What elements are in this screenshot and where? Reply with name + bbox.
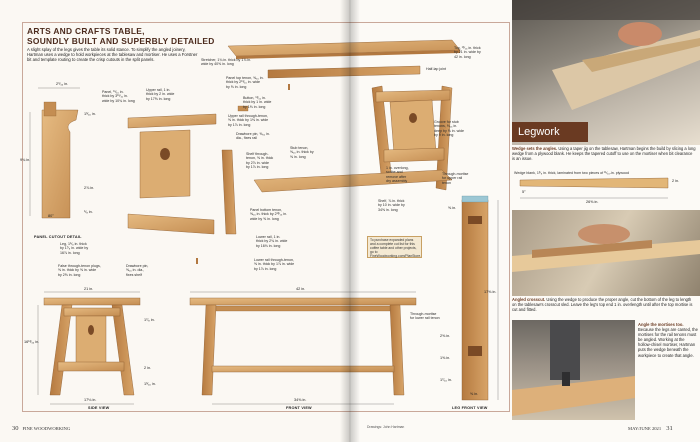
- label-shelf: Shelf, ⅞ in. thick by 10 in. wide by 34⅝ in. long: [378, 199, 405, 212]
- right-upper-rail: [376, 90, 450, 102]
- wedge-diagram-angle: 5°: [522, 190, 526, 194]
- label-groove: Groove for stub tenons, ⅝₁₆ in. deep by ⅝ in. wide by 9 in. long: [434, 120, 464, 137]
- dim-panel-height: 9¾ in.: [20, 158, 31, 162]
- label-lower-rail: Lower rail, 1 in. thick by 2¾ in. wide by 16⅛ in. long: [256, 235, 288, 248]
- stretcher: [268, 66, 420, 78]
- label-leg: Leg, 1⁵⁄₈ in. thick by 1⁷⁄₈ in. wide by 16⅞ in. long: [60, 242, 89, 255]
- label-shelf-tenon: Shelf through- tenon, ⅝ in. thick by 2⅞ in. wide by 1⅞ in. long: [246, 152, 274, 169]
- folio-left: [12, 425, 70, 432]
- label-panel-top-tenon: Panel top tenon, ⅝₁₆ in. thick by 2¹³⁄₁₆ in. wide by ⅝ in. long: [226, 76, 264, 89]
- label-lower-rail-tenon: Lower rail through-tenon, ⅝ in. thick by 1⅞ in. wide by 1⅞ in. long: [254, 258, 295, 271]
- caption-wedge-lead: Wedge sets the angles.: [512, 146, 558, 151]
- dim-leg-height: 17⅜ in.: [484, 290, 497, 294]
- caption-crosscut: [512, 297, 696, 312]
- left-upper-rail: [128, 114, 216, 128]
- dim-side-b: 2 in.: [144, 366, 152, 370]
- wedge-diagram-height: 2 in.: [672, 179, 680, 183]
- label-upper-rail-tenon: Upper rail through-tenon, ⅝ in. thick by 1⅜ in. wide by 1⅞ in. long: [228, 114, 269, 127]
- side-view-upper-rail: [64, 308, 120, 316]
- left-lower-rail: [128, 214, 214, 234]
- left-leg: [222, 150, 236, 234]
- label-button: Button, ¹³⁄₁₆ in. thick by 1 in. wide by 1⅜ in. long: [243, 96, 272, 109]
- side-view-panel: [76, 316, 106, 364]
- label-wedge-note: 1 in. overlong, scribe and remove after dry assembly: [386, 166, 409, 183]
- magazine-name: FINE WOODWORKING: [22, 426, 71, 431]
- label-panel-bottom-tenon: Panel bottom tenon, ⅝₁₆ in. thick by 2¹³⁄₁₆ in. wide by ⅝ in. long: [250, 208, 288, 221]
- section-heading-legwork: Legwork: [512, 122, 588, 142]
- label-through-mortise-lower: Through-mortise for lower rail tenon: [410, 312, 440, 321]
- label-stub-tenon: Stub tenon, ⅝₁₆ in. thick by ⅝ in. long: [290, 146, 314, 159]
- label-upper-rail: Upper rail, 1 in. thick by 2 in. wide by 17⅝ in. long: [146, 88, 175, 101]
- dim-panel-width: 2⁹⁄₁₆ in.: [56, 82, 69, 86]
- side-view-leg-left: [50, 305, 72, 395]
- dim-side-height: 16¹³⁄₁₆ in.: [24, 340, 40, 344]
- label-pegs: False through-tenon plugs, ⅝ in. thick by ⅝ in. wide by 2⅝ in. long: [58, 264, 101, 277]
- leg-front-top-tenon: [462, 196, 488, 202]
- right-lower-rail: [384, 148, 444, 162]
- label-drawbore-shelf: Drawbore pin, ⅝₁₆ in. dia., fixes shelf: [126, 264, 149, 277]
- photo-crosscut-sled: [512, 210, 700, 296]
- dim-leg-b: 2⅝ in.: [440, 334, 451, 338]
- intro-paragraph: A slight splay of the legs gives the table its solid stance. To simplify the angled joinery, Hartman uses a wedge to hold workpieces at the tablesaw and mortiser. He uses a Forstner bit and template routing to create the crisp cutouts in the split panels.: [27, 47, 198, 63]
- panel-cutout-leg: [44, 102, 56, 116]
- left-panel: [140, 130, 190, 198]
- side-view-heading: SIDE VIEW: [88, 406, 110, 410]
- dim-panel-bottom: ⁵⁄₈ in.: [84, 210, 93, 214]
- side-view-lower-rail: [58, 362, 124, 371]
- shelf: [254, 170, 452, 192]
- drawbore-pin: [288, 84, 290, 90]
- leg-front-view: [462, 200, 488, 400]
- dim-leg-d: 1⁷⁄₁₆ in.: [440, 378, 452, 382]
- wedge-diagram-length: 26⅝ in.: [586, 200, 599, 204]
- label-top: Top, ¹³⁄₁₆ in. thick by 21 in. wide by 42 in. long: [454, 46, 481, 59]
- drawbore-pin-2: [196, 258, 198, 264]
- front-view-stretcher: [216, 306, 390, 311]
- dim-side-a: 1⁷⁄₈ in.: [144, 318, 155, 322]
- dim-panel-mid: 2⅞ in.: [84, 186, 95, 190]
- label-drawbore-rail: Drawbore pin, ⅝₁₆ in. dia., fixes rail: [236, 132, 270, 141]
- caption-wedge: [512, 146, 696, 161]
- issue-date: MAY/JUNE 2021: [628, 426, 662, 431]
- leg-upper-mortise: [468, 216, 482, 224]
- caption-mortiser: [638, 322, 698, 358]
- caption-crosscut-body: Using the wedge to produce the proper angle, cut the bottom of the leg to length on the tablesaw's crosscut sled. Leave the leg's top end 1 in. overlength until after the top mortise is cut and fitted.: [512, 297, 693, 313]
- title-line-1: ARTS AND CRAFTS TABLE,: [27, 26, 145, 36]
- front-view-top: [190, 298, 416, 305]
- right-panel: [390, 100, 436, 154]
- side-view-top: [44, 298, 140, 305]
- dim-side-bottom: 17⅛ in.: [84, 398, 97, 402]
- dim-front-bottom: 34⅝ in.: [294, 398, 307, 402]
- caption-mortiser-lead: Angle the mortises too.: [638, 322, 684, 327]
- dim-side-c: 1³⁄₁₆ in.: [144, 382, 156, 386]
- left-panel-cutout: [160, 148, 170, 160]
- dim-leg-c: 1⅝ in.: [440, 356, 451, 360]
- drawing-credit: Drawings: John Hartman: [367, 425, 405, 429]
- panel-cutout-shape: [42, 110, 78, 218]
- wedge-diagram-shape: [520, 178, 668, 188]
- dim-leg-a: ⅝ in.: [448, 206, 457, 210]
- dim-leg-e: ⅝ in.: [470, 392, 479, 396]
- folio-right: [628, 425, 673, 432]
- dim-panel-angle: 80°: [48, 214, 54, 218]
- label-stretcher: Stretcher, 1¾ in. thick by 1⅞ in. wide by 40⅝ in. long: [201, 58, 252, 67]
- caption-mortiser-body: Because the legs are canted, the mortises for the rail tenons must be angled. Working at the hollow-chisel mortiser, Hartman puts the wedge beneath the workpiece to create that angle.: [638, 327, 698, 358]
- label-through-mortise-upper: Through-mortise for upper rail tenon: [442, 172, 469, 185]
- dim-panel-top: 1³⁄₁₆ in.: [84, 112, 96, 116]
- dim-front-width: 42 in.: [296, 287, 306, 291]
- side-view-leg-right: [112, 305, 134, 395]
- front-view-leg-right: [390, 305, 404, 395]
- dim-side-width: 21 in.: [84, 287, 94, 291]
- front-view-heading: FRONT VIEW: [286, 406, 312, 410]
- photo-mortiser: [512, 320, 635, 420]
- right-panel-cutout: [409, 113, 417, 123]
- label-panel: Panel, ¹¹⁄₁₆ in. thick by 3¹⁵⁄₁₆ in. wide by 10¾ in. long: [102, 90, 135, 103]
- label-half-lap: Half-lap joint: [426, 67, 446, 71]
- page-number-right: 31: [666, 425, 673, 432]
- title-line-2: SOUNDLY BUILT AND SUPERBLY DETAILED: [27, 35, 215, 46]
- front-view-shelf: [212, 366, 394, 372]
- page-number-left: 30: [12, 425, 19, 432]
- front-view-leg-left: [202, 305, 216, 395]
- caption-crosscut-lead: Angled crosscut.: [512, 297, 546, 302]
- leg-front-view-heading: LEG FRONT VIEW: [452, 406, 488, 410]
- wedge-diagram-label: Wedge blank, 1³⁄₈ in. thick, laminated from two pieces of ¹¹⁄₁₆-in. plywood: [514, 171, 629, 175]
- plans-callout: To purchase expanded plans and a complete cut list for this coffee table and other projects, go to FineWoodworking.com/PlanStore.: [367, 236, 422, 258]
- leg-lower-mortise: [468, 346, 482, 356]
- caption-wedge-body: Using a taper jig on the tablesaw, Hartman begins the build by slicing a long wedge from a plywood blank. He keeps the tapered cutoff to use on the mortiser when bit clearance is an issue.: [512, 146, 696, 162]
- panel-cutout-heading: PANEL CUTOUT DETAIL: [34, 235, 82, 239]
